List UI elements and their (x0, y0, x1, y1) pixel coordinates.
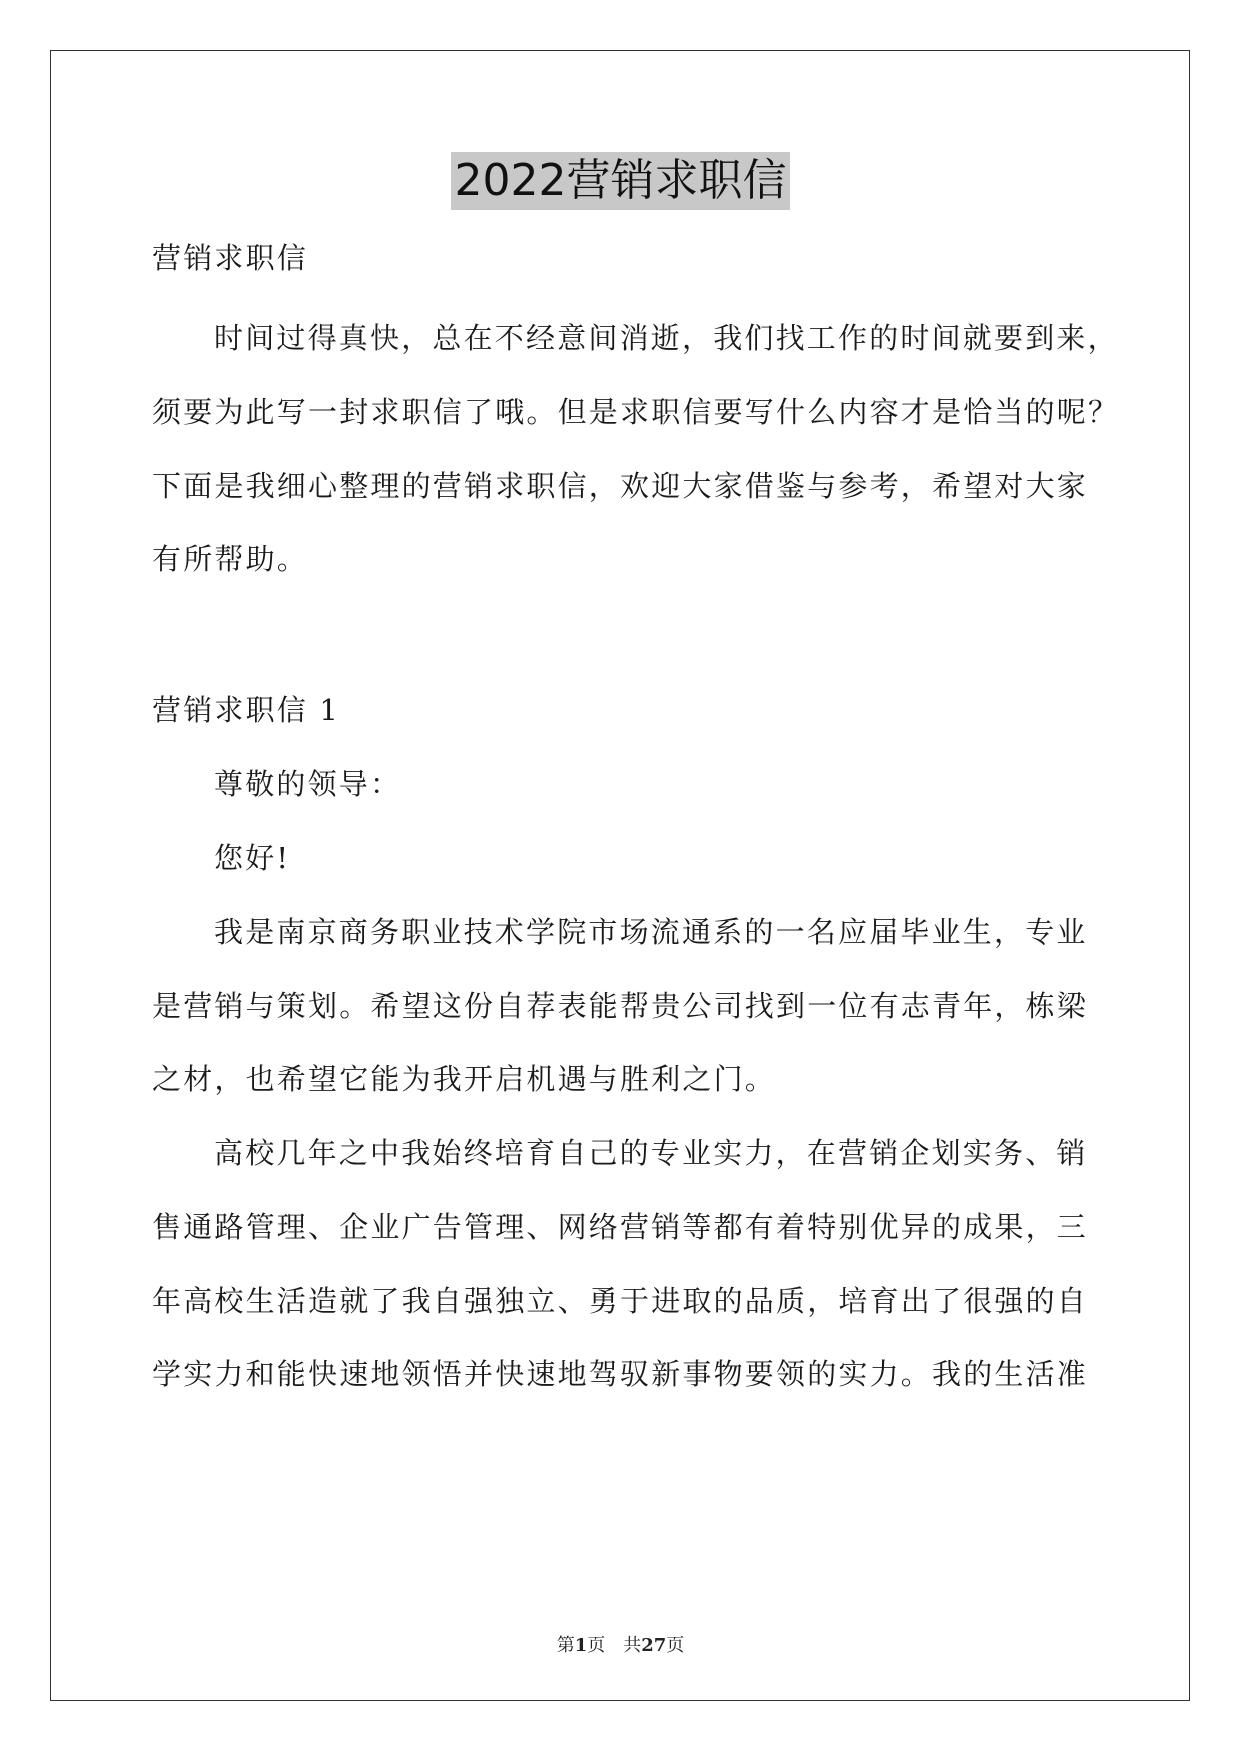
title-container (0, 152, 1241, 210)
paragraph-line: 之材，也希望它能为我开启机遇与胜利之门。 (152, 1062, 777, 1096)
paragraph-line: 高校几年之中我始终培育自己的专业实力，在营销企划实务、销 (214, 1136, 1088, 1170)
current-page-number: 1 (574, 1635, 588, 1656)
paragraph-line: 下面是我细心整理的营销求职信，欢迎大家借鉴与参考，希望对大家 (152, 469, 1089, 503)
salutation: 尊敬的领导： (214, 767, 402, 801)
page-prefix: 第 (556, 1635, 575, 1656)
total-suffix: 页 (666, 1635, 685, 1656)
paragraph-line: 是营销与策划。希望这份自荐表能帮贵公司找到一位有志青年，栋梁 (152, 989, 1089, 1023)
paragraph-line: 售通路管理、企业广告管理、网络营销等都有着特别优异的成果，三 (152, 1210, 1089, 1244)
section-heading: 营销求职信 (152, 241, 309, 275)
greeting: 您好! (214, 841, 291, 875)
paragraph-line: 须要为此写一封求职信了哦。但是求职信要写什么内容才是恰当的呢？ (152, 395, 1120, 429)
paragraph-line: 时间过得真快，总在不经意间消逝，我们找工作的时间就要到来， (214, 321, 1119, 355)
total-prefix: 共 (623, 1635, 642, 1656)
document-title: 2022营销求职信 (451, 152, 791, 210)
section-heading: 营销求职信 1 (152, 693, 341, 727)
total-page-count: 27 (641, 1635, 667, 1656)
paragraph-line: 我是南京商务职业技术学院市场流通系的一名应届毕业生，专业 (214, 915, 1088, 949)
paragraph-line: 学实力和能快速地领悟并快速地驾驭新事物要领的实力。我的生活准 (152, 1357, 1089, 1391)
paragraph-line: 有所帮助。 (152, 542, 309, 576)
page-footer (0, 1631, 1241, 1657)
paragraph-line: 年高校生活造就了我自强独立、勇于进取的品质，培育出了很强的自 (152, 1284, 1089, 1318)
page-suffix: 页 (587, 1635, 606, 1656)
